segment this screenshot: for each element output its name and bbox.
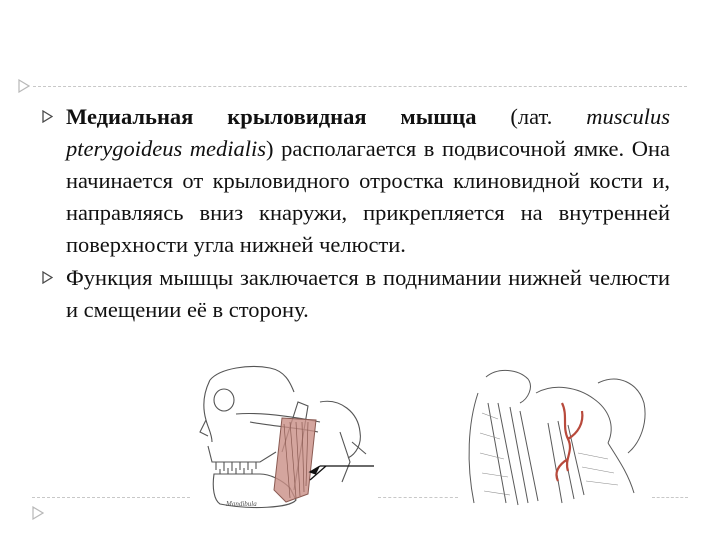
latin-name: musculus pterygoideus medialis <box>66 104 670 161</box>
bottom-divider-middle <box>378 497 458 498</box>
figure-label: Mandibula <box>226 500 257 508</box>
top-divider <box>33 86 687 87</box>
bullet-item-2 <box>42 262 670 326</box>
skull-muscle-illustration <box>190 362 382 512</box>
bullet-triangle-icon <box>42 271 53 284</box>
bullet-triangle-icon <box>42 110 53 123</box>
pointer-arrow <box>310 466 374 480</box>
bullet-item-1 <box>42 101 670 261</box>
dissection-illustration <box>458 363 652 513</box>
corner-arrow-icon <box>18 79 30 93</box>
slide-body <box>42 101 670 326</box>
bullet-text-1 <box>66 101 670 261</box>
bottom-divider-right <box>652 497 688 498</box>
bullet-text-2: Функция мышцы заключается в поднимании нижней челюсти и смещении её в сторону. <box>66 265 670 322</box>
latin-open: (лат. <box>476 104 587 129</box>
description-text: ) располагается в подвисочной ямке. Она начинается от крыловидного отростка клиновидной кости и, направляясь вниз кнаружи, прикрепляется на внутренней поверхности угла нижней челюсти. <box>66 136 670 257</box>
corner-arrow-icon <box>32 506 44 520</box>
muscle-term: Медиальная крыловидная мышца <box>66 104 477 129</box>
bottom-divider-left <box>32 497 190 498</box>
muscle-highlight <box>274 418 316 502</box>
